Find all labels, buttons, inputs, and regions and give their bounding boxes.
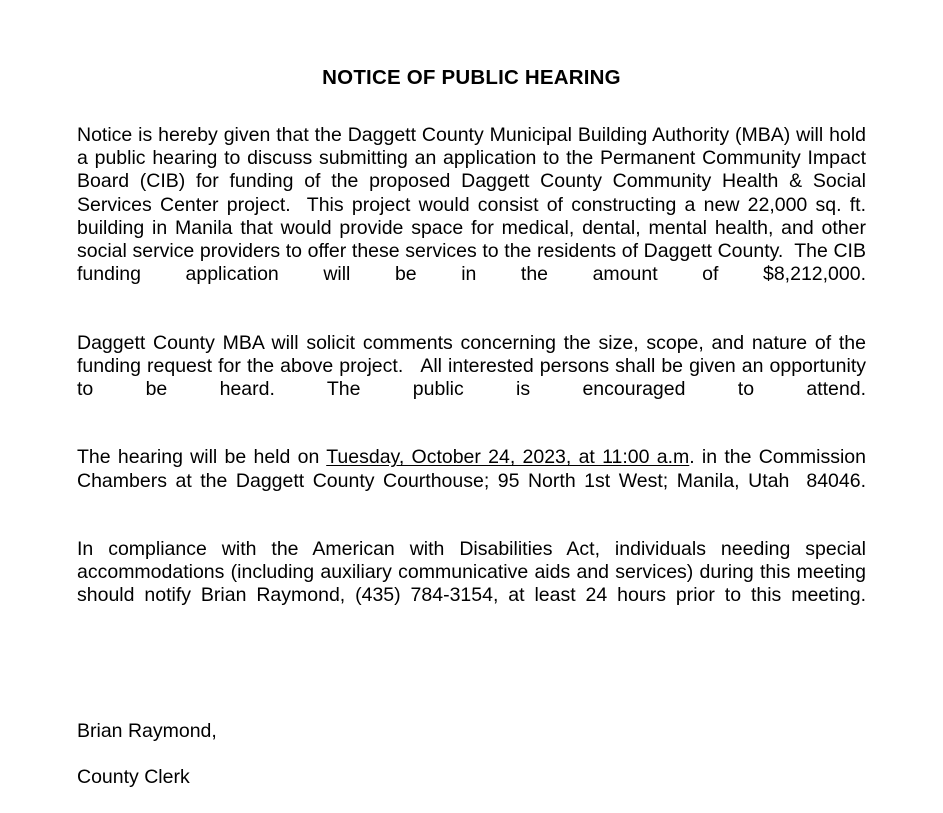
hearing-venue-text: . in the Commission Chambers at the Daggett County Courthouse; 95 North 1st West; Manila, Utah 84046.	[77, 446, 872, 492]
paragraph-hearing-details	[77, 446, 872, 516]
signature-title: County Clerk	[77, 766, 190, 789]
signature-name: Brian Raymond,	[77, 720, 217, 743]
document-body	[77, 0, 872, 813]
paragraph-project-description: Notice is hereby given that the Daggett County Municipal Building Authority (MBA) will hold a public hearing to discuss submitting an application to the Permanent Community Impact Board (CIB) for funding of the proposed Daggett County Community Health & Social Services Center project. This project would consist of constructing a new 22,000 sq. ft. building in Manila that would provide space for medical, dental, mental health, and other social service providers to offer these services to the residents of Daggett County. The CIB funding application will be in the amount of $8,212,000.	[77, 124, 872, 286]
page-title: NOTICE OF PUBLIC HEARING	[322, 66, 621, 89]
paragraph-comment-solicitation: Daggett County MBA will solicit comments concerning the size, scope, and nature of the funding request for the above project. All interested persons shall be given an opportunity to be heard. The public is encouraged to attend.	[77, 331, 872, 401]
hearing-lead-text: The hearing will be held on	[77, 446, 327, 469]
hearing-datetime-underlined: Tuesday, October 24, 2023, at 11:00 a.m	[326, 446, 690, 469]
signature-block	[77, 697, 866, 813]
paragraph-ada-compliance: In compliance with the American with Disabilities Act, individuals needing special accommodations (including auxiliary communicative aids and services) during this meeting should notify Brian Raymond, (435) 784-3154, at least 24 hours prior to this meeting.	[77, 538, 872, 607]
